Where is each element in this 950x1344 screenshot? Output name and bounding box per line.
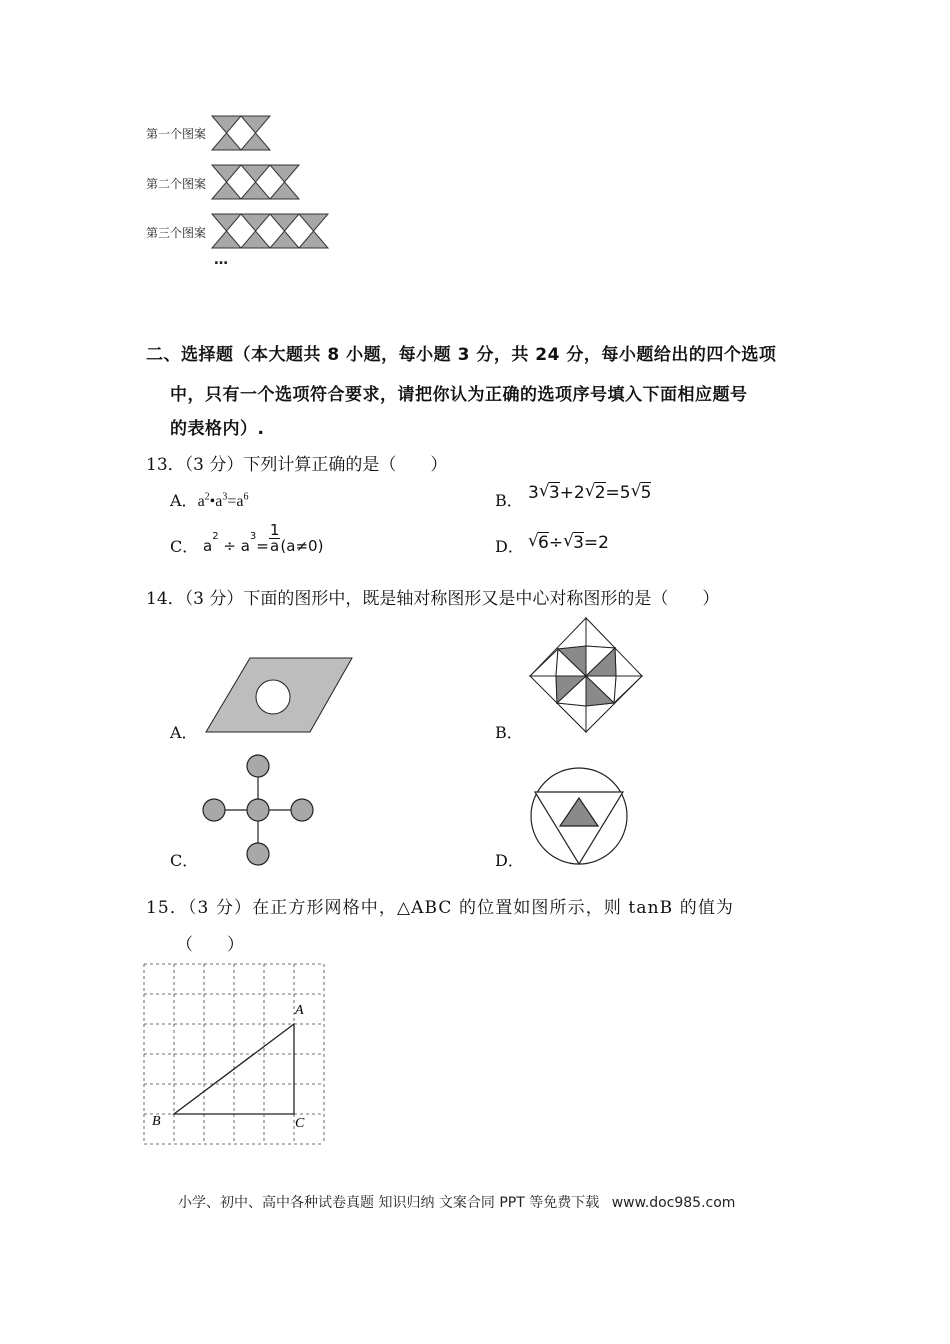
q14-option-c-label: C．	[170, 851, 199, 870]
q13-option-a	[170, 488, 249, 511]
footer-url[interactable]: www.doc985.com	[611, 1195, 736, 1211]
pattern-row-1	[212, 116, 270, 150]
pattern-triangle	[270, 182, 299, 199]
q15-grid-figure	[140, 960, 330, 1145]
section-heading-line1: 二、选择题（本大题共 8 小题，每小题 3 分，共 24 分，每小题给出的四个选项	[146, 345, 777, 365]
q13-option-c-label: C．	[170, 537, 199, 556]
pattern-triangle	[241, 182, 270, 199]
pattern-triangle	[241, 133, 270, 150]
pattern-triangle	[270, 231, 299, 248]
q15-stem: 15．（3 分）在正方形网格中，△ABC 的位置如图所示，则 tanB 的值为	[146, 898, 735, 918]
pattern-triangle	[270, 165, 299, 182]
footer-text: 小学、初中、高中各种试卷真题 知识归纳 文案合同 PPT 等免费下载	[178, 1195, 600, 1211]
pattern-label-2: 第二个图案	[146, 177, 207, 191]
q14-option-d-label: D．	[495, 851, 524, 870]
pattern-triangle	[299, 214, 328, 231]
q14-figure-b-pinwheel	[525, 615, 650, 740]
q14-stem: 14．（3 分）下面的图形中，既是轴对称图形又是中心对称图形的是（ ）	[146, 589, 720, 609]
pattern-triangle	[241, 214, 270, 231]
q14-option-b-label: B．	[495, 723, 523, 742]
footer	[178, 1192, 735, 1212]
q15-point-c: C	[295, 1116, 305, 1131]
q14-figure-c-cross-circles	[198, 752, 318, 868]
pattern-triangle	[241, 231, 270, 248]
pattern-triangle	[241, 116, 270, 133]
q14-figure-a-parallelogram	[200, 650, 360, 740]
pattern-triangle	[212, 231, 241, 248]
q13-a-label: A．	[170, 491, 198, 510]
q13-b-expr: 3 √ 3+2 √ 2=5 √ 5	[528, 481, 652, 503]
pattern-triangle	[299, 231, 328, 248]
pattern-triangle	[270, 214, 299, 231]
pattern-triangle	[212, 133, 241, 150]
pattern-triangle	[212, 165, 241, 182]
pattern-triangle	[212, 214, 241, 231]
q13-option-b-label: B．	[495, 491, 523, 510]
q13-option-d-label: D．	[495, 537, 524, 556]
q14-figure-d-circle-triangles	[524, 764, 634, 874]
q13-stem: 13．（3 分）下列计算正确的是（ ）	[146, 455, 448, 475]
q15-point-a: A	[295, 1003, 304, 1018]
q15-paren: （ ）	[176, 935, 244, 955]
pattern-triangle	[212, 116, 241, 133]
q14-option-a-label: A．	[170, 723, 198, 742]
q15-point-b: B	[152, 1114, 161, 1129]
pattern-triangle	[241, 165, 270, 182]
pattern-label-3: 第三个图案	[146, 226, 207, 240]
pattern-row-3	[212, 214, 328, 248]
q13-c-expr: $a^2 \div a^3=$ $\frac{1}{a}$ (a≠0)	[203, 521, 324, 555]
q13-a-expr: $a^2•a^3=a^6$	[197, 491, 249, 510]
pattern-row-2	[212, 165, 299, 199]
pattern-label-1: 第一个图案	[146, 127, 207, 141]
pattern-ellipsis: …	[214, 252, 228, 268]
section-heading-line2: 中，只有一个选项符合要求，请把你认为正确的选项序号填入下面相应题号	[170, 385, 748, 405]
pattern-triangle	[212, 182, 241, 199]
pattern-figure	[210, 112, 350, 252]
section-heading-line3: 的表格内）.	[170, 419, 265, 439]
q13-d-expr: √ 6÷ √ 3=2	[528, 531, 609, 553]
